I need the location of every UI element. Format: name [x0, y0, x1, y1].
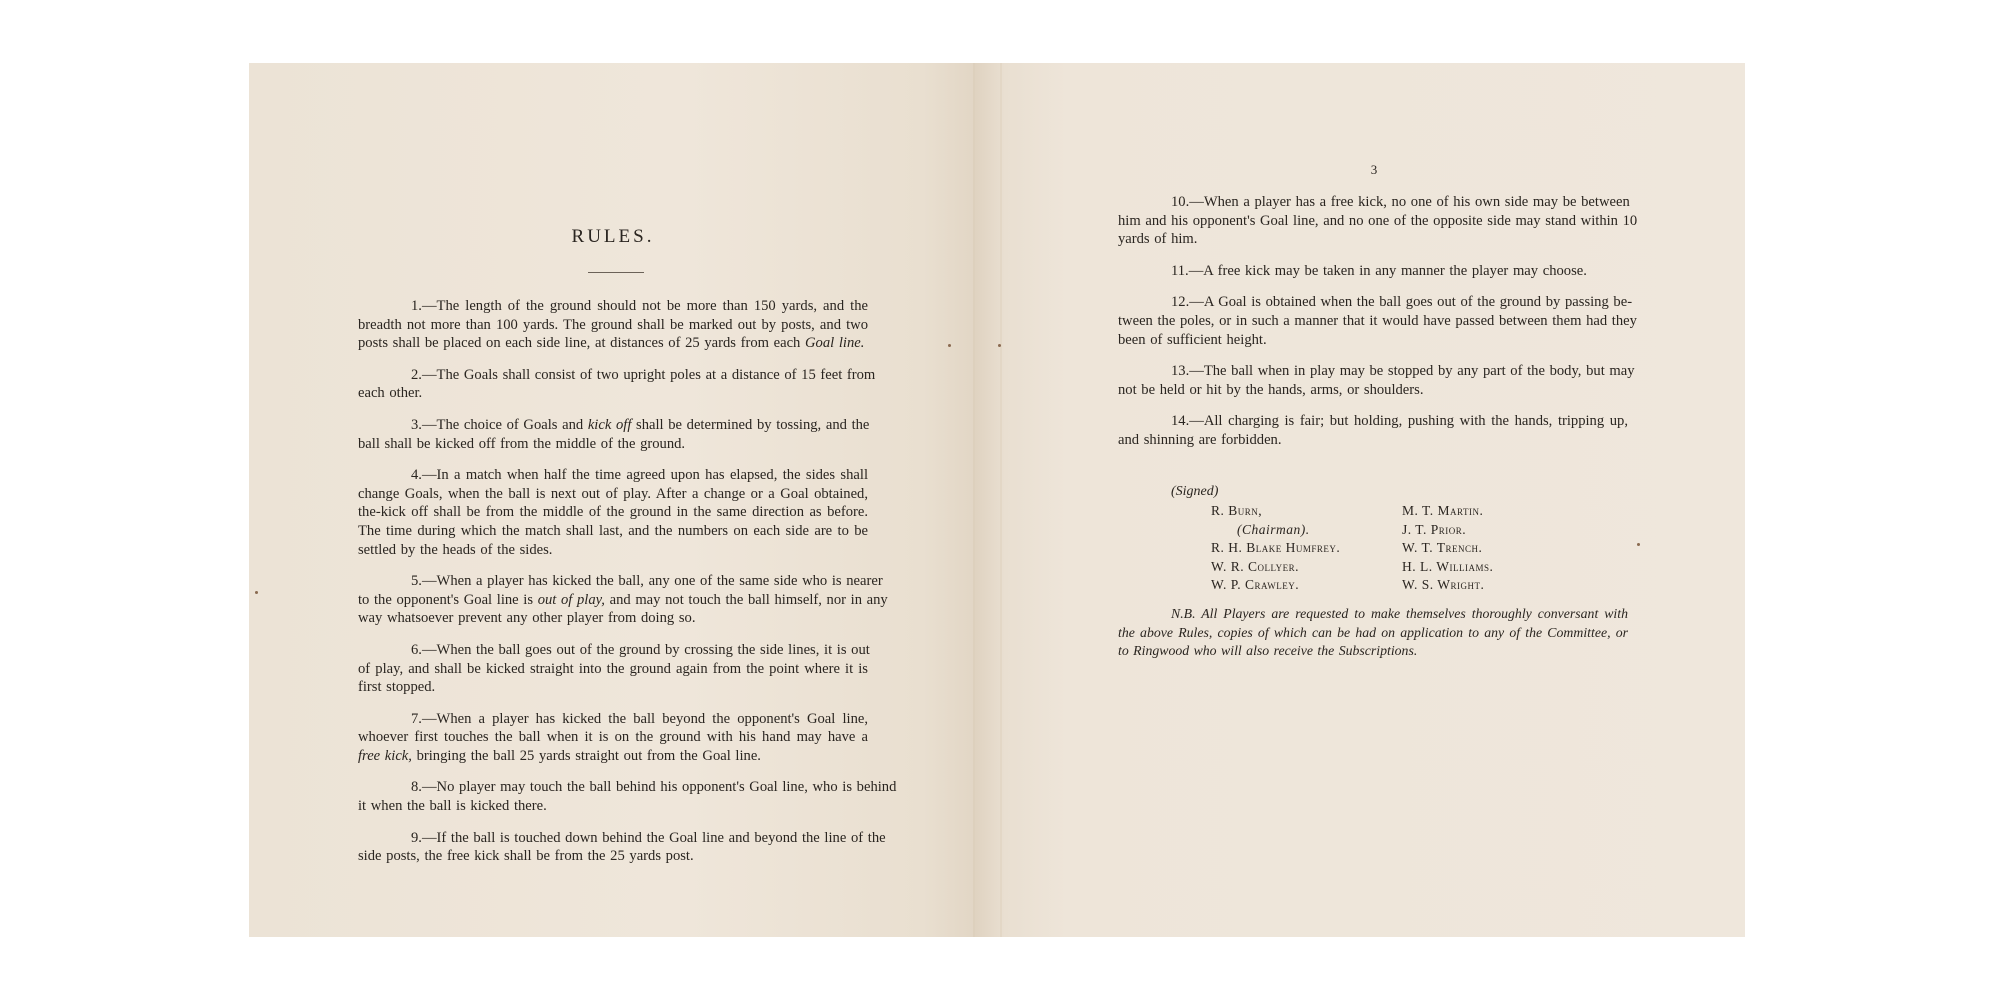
text-line — [358, 297, 868, 316]
italic-text: kick off — [587, 416, 632, 433]
signatories-left — [1211, 502, 1340, 595]
text-line — [1118, 262, 1628, 281]
text-segment: bringing the ball 25 yards straight out from the Goal line. — [411, 747, 761, 764]
text-line — [1118, 212, 1638, 231]
text-line — [358, 572, 883, 591]
text-segment: 14.—All charging is fair; but holding, pushing with the hands, tripping up, — [1171, 413, 1628, 430]
text-line: to Ringwood who will also receive the Subscriptions. — [1118, 643, 1418, 659]
text-line: N.B. All Players are requested to make themselves thoroughly conversant with — [1171, 606, 1628, 621]
text-line: the above Rules, copies of which can be had on application to any of the Committee, or — [1118, 624, 1628, 640]
paper-speck — [998, 344, 1001, 347]
text-segment: and may not touch the ball himself, nor in any — [604, 591, 888, 608]
text-line — [358, 660, 868, 679]
text-segment: of play, and shall be kicked straight into the ground again from the point where it is — [358, 660, 868, 677]
text-segment: 4.—In a match when half the time agreed upon has elapsed, the sides shall — [411, 467, 868, 484]
paper-speck — [948, 344, 951, 347]
text-segment: breadth not more than 100 yards. The ground shall be marked out by posts, and two — [358, 316, 868, 333]
text-line — [1118, 431, 1628, 450]
text-segment: 11.—A free kick may be taken in any manner the player may choose. — [1171, 262, 1587, 279]
text-line — [358, 591, 888, 610]
text-segment: and shinning are forbidden. — [1118, 431, 1282, 448]
text-line — [1118, 362, 1635, 381]
rule-paragraph — [358, 416, 868, 453]
rule-paragraph — [1118, 412, 1628, 449]
text-segment: 12.—A Goal is obtained when the ball goes out of the ground by passing be- — [1171, 294, 1633, 311]
rule-paragraph — [358, 710, 868, 766]
text-line — [1118, 293, 1633, 312]
text-segment: each other. — [358, 385, 423, 402]
nota-bene — [1118, 605, 1628, 661]
page-fold — [973, 63, 975, 937]
text-line — [358, 384, 868, 403]
text-segment: The time during which the match shall last, and the numbers on each side are to be — [358, 522, 868, 539]
text-line — [358, 503, 868, 522]
text-line — [358, 416, 868, 435]
text-segment: whoever first touches the ball when it is on the ground with his hand may have a — [358, 729, 868, 746]
signatory-name: (Chairman). — [1237, 521, 1310, 537]
text-line — [1118, 381, 1628, 400]
rule-paragraph — [358, 366, 876, 403]
text-segment: tween the poles, or in such a manner that it would have passed between them had they — [1118, 312, 1637, 329]
text-segment: 6.—When the ball goes out of the ground by crossing the side lines, it is out — [411, 641, 870, 658]
text-line — [1118, 312, 1637, 331]
text-line — [358, 485, 868, 504]
text-line — [1118, 412, 1628, 431]
text-segment: 13.—The ball when in play may be stopped by any part of the body, but may — [1171, 363, 1635, 380]
text-segment: 2.—The Goals shall consist of two upright poles at a distance of 15 feet from — [411, 366, 876, 383]
page-number: 3 — [1370, 162, 1378, 177]
signatory-name: R. Burn, — [1211, 503, 1263, 518]
signatory-name: J. T. Prior. — [1402, 521, 1467, 537]
text-segment: posts shall be placed on each side line, at distances of 25 yards from each — [358, 335, 805, 352]
text-line — [358, 435, 868, 454]
text-line — [358, 797, 868, 816]
signatory-name: M. T. Martin. — [1402, 503, 1484, 518]
text-segment: first stopped. — [358, 679, 436, 696]
text-segment: not be held or hit by the hands, arms, or shoulders. — [1118, 381, 1424, 398]
text-line — [358, 334, 868, 353]
rule-paragraph — [358, 297, 868, 353]
signatory-name: W. R. Collyer. — [1211, 558, 1299, 574]
text-segment: been of sufficient height. — [1118, 331, 1267, 348]
text-line — [358, 641, 868, 660]
text-line — [358, 316, 868, 335]
text-segment: it when the ball is kicked there. — [358, 798, 547, 815]
text-line — [358, 829, 886, 848]
text-line — [1118, 331, 1628, 350]
rule-paragraph — [1118, 362, 1635, 399]
title-divider — [588, 272, 644, 273]
signatory-name: R. H. Blake Humfrey. — [1211, 540, 1341, 556]
paper-speck — [1637, 543, 1640, 546]
text-segment: the-kick off shall be from the middle of the ground in the same direction as before. — [358, 504, 868, 521]
page-fold-shadow — [1000, 63, 1002, 937]
rules-column-left — [358, 297, 897, 879]
text-line — [358, 847, 868, 866]
text-line — [358, 778, 897, 797]
text-line — [358, 728, 868, 747]
text-line — [358, 541, 868, 560]
signatory-name: W. S. Wright. — [1402, 577, 1485, 593]
text-line — [358, 466, 868, 485]
text-segment: yards of him. — [1118, 231, 1198, 248]
signed-label: (Signed) — [1171, 484, 1219, 499]
text-segment: ball shall be kicked off from the middle of the ground. — [358, 435, 686, 452]
rule-paragraph — [1118, 293, 1637, 349]
text-segment: settled by the heads of the sides. — [358, 541, 553, 558]
rule-paragraph — [358, 466, 868, 559]
text-segment: shall be determined by tossing, and the — [631, 416, 870, 433]
paper-speck — [255, 591, 258, 594]
text-line — [1118, 193, 1628, 212]
text-segment: 10.—When a player has a free kick, no one of his own side may be between — [1171, 194, 1630, 210]
signatory-name: H. L. Williams. — [1402, 558, 1494, 574]
text-segment: way whatsoever prevent any other player from doing so. — [358, 610, 696, 627]
text-segment: 9.—If the ball is touched down behind the Goal line and beyond the line of the — [411, 829, 886, 846]
text-segment: him and his opponent's Goal line, and no one of the opposite side may stand within 10 — [1118, 212, 1638, 229]
signatory-name: W. T. Trench. — [1402, 540, 1483, 556]
text-segment: 1.—The length of the ground should not be more than 150 yards, and the — [411, 298, 868, 314]
rule-paragraph — [358, 829, 886, 866]
rules-column-right — [1118, 193, 1638, 463]
text-segment: 3.—The choice of Goals and — [411, 416, 588, 433]
rule-paragraph — [1118, 193, 1638, 249]
italic-text: free kick, — [358, 747, 412, 764]
text-segment: side posts, the free kick shall be from the 25 yards post. — [358, 848, 694, 865]
rule-paragraph — [358, 641, 868, 697]
text-segment: 7.—When a player has kicked the ball beyond the opponent's Goal line, — [411, 710, 868, 727]
text-line — [358, 366, 876, 385]
signatories-right — [1402, 502, 1493, 595]
text-segment: 5.—When a player has kicked the ball, any one of the same side who is nearer — [411, 573, 883, 590]
page-title: RULES. — [571, 226, 655, 247]
text-line — [358, 609, 868, 628]
rule-paragraph — [358, 778, 897, 815]
text-line — [358, 710, 868, 729]
text-line — [358, 747, 868, 766]
text-segment: 8.—No player may touch the ball behind his opponent's Goal line, who is behind — [411, 779, 897, 796]
italic-text: Goal line. — [805, 335, 865, 352]
text-line — [358, 678, 868, 697]
text-segment: to the opponent's Goal line is — [358, 591, 538, 608]
text-segment: change Goals, when the ball is next out of play. After a change or a Goal obtained, — [358, 485, 868, 502]
rule-paragraph — [358, 572, 888, 628]
signatory-name: W. P. Crawley. — [1211, 577, 1300, 593]
rule-paragraph — [1118, 262, 1628, 281]
text-line — [358, 522, 868, 541]
italic-text: out of play, — [537, 591, 605, 608]
text-line — [1118, 230, 1628, 249]
